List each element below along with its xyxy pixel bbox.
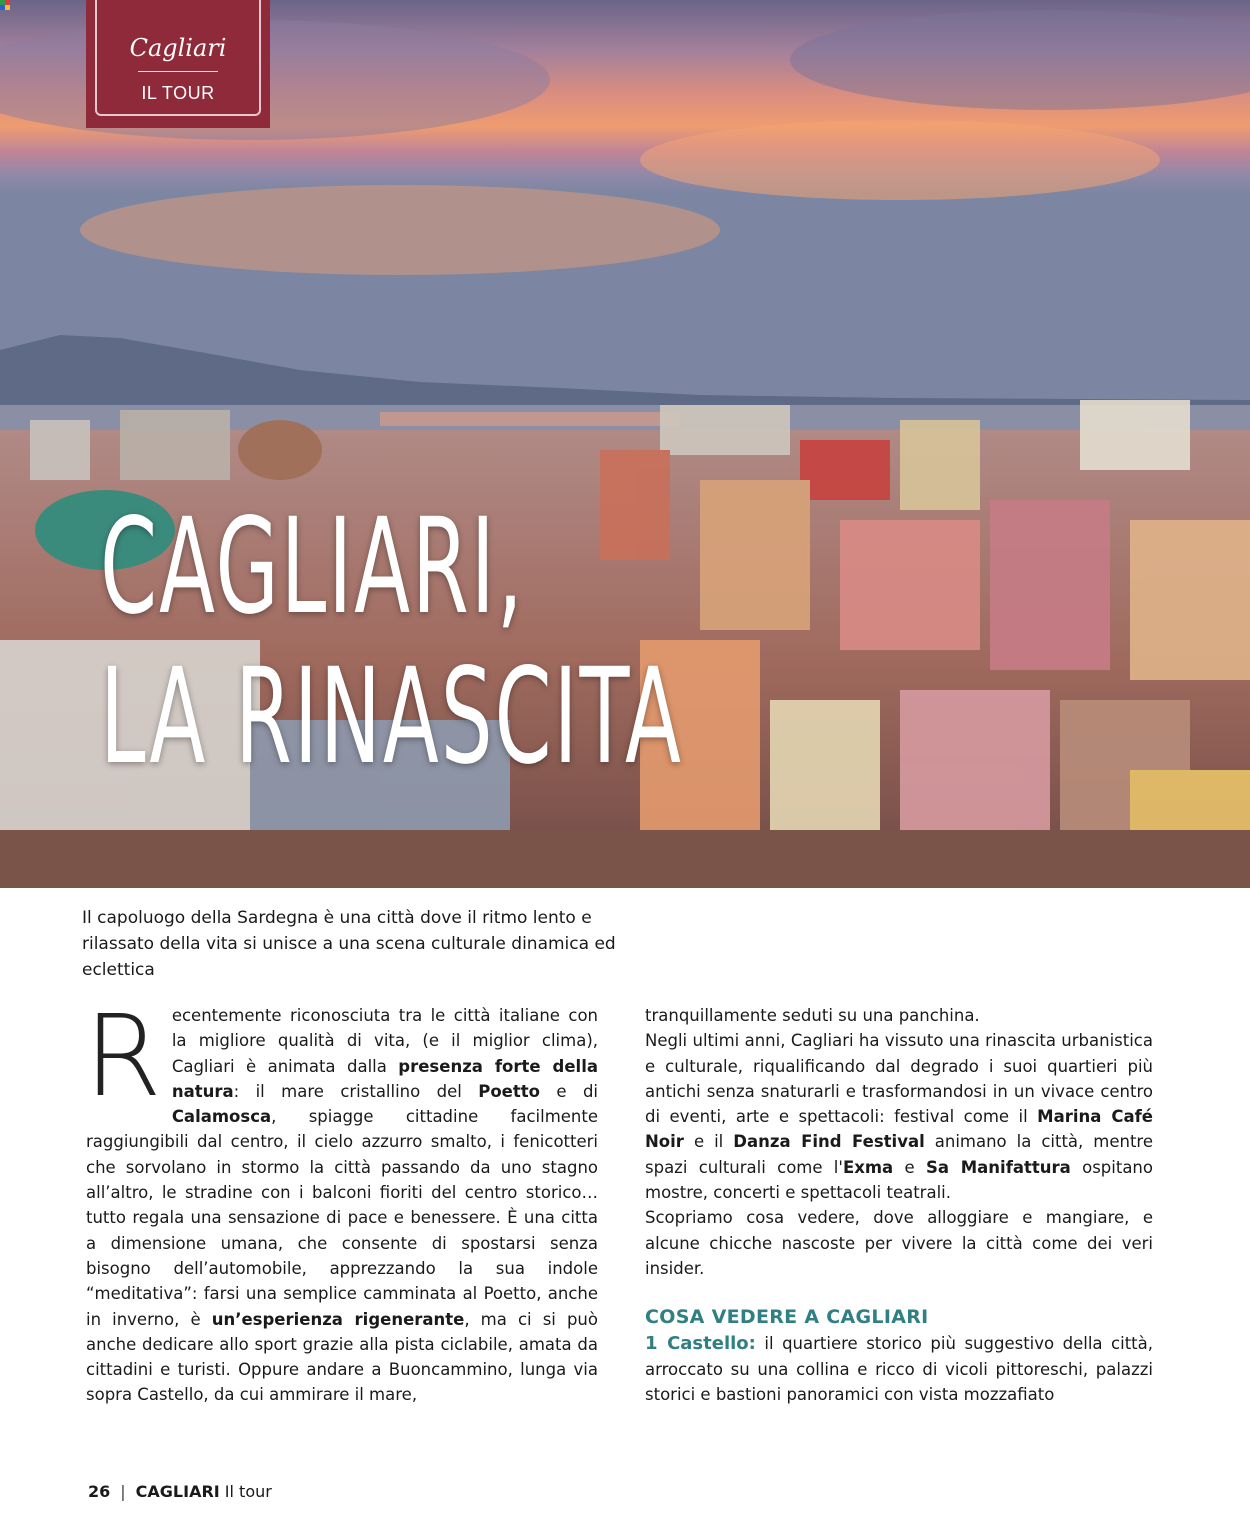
text-run: , ma ci si può anche dedicare allo sport grazie alla pista ciclabile, amata da cittadini e turisti. Oppure andare a Buoncammino, lunga via sopra Castello, da cui ammirare il mare, <box>86 1309 598 1405</box>
text-run: : il mare cristallino del <box>233 1081 479 1101</box>
bold-run: Sa Manifattura <box>925 1157 1071 1177</box>
page-title-line1: CAGLIARI, <box>100 490 525 644</box>
footer-separator: | <box>120 1482 126 1501</box>
bold-run: Poetto <box>478 1081 540 1101</box>
text-run: , spiagge cittadine facilmente raggiungibili dal centro, il cielo azzurro smalto, i fenicotteri che sorvolano in stormo la città passando da uno stagno all’altro, le stradine con i balconi fioriti del centro storico… tutto regala una sensazione di pace e benessere. È una citta a dimensione umana, che consente di spostarsi senza bisogno dell’automobile, apprezzando la sua indole “meditativa”: farsi una semplice camminata al Poetto, anche in inverno, è <box>86 1107 598 1329</box>
section-heading: COSA VEDERE A CAGLIARI <box>645 1306 929 1329</box>
bold-run: Calamosca <box>171 1107 272 1127</box>
color-mark-icon <box>0 0 10 10</box>
bold-run: Exma <box>842 1157 894 1177</box>
page-title-line2: LA RINASCITA <box>100 640 683 794</box>
footer-section: Il tour <box>219 1482 272 1501</box>
drop-cap: R <box>84 992 162 1122</box>
text-run: il quartiere storico più suggestivo della città, arroccato su una collina e ricco di vicoli pittoreschi, palazzi storici e bastioni panoramici con vista mozzafiato <box>645 1334 1154 1404</box>
article-column-right <box>645 1003 1153 1407</box>
page-title <box>100 492 683 792</box>
text-run: ecentemente riconosciuta tra le città italiane con la migliore qualità di vita, (e il miglior clima), Cagliari è animata dalla <box>171 1006 598 1076</box>
bold-run: Danza Find Festival <box>733 1132 925 1152</box>
article-paragraph <box>645 1331 1153 1407</box>
list-item-label: 1 Castello: <box>645 1333 756 1355</box>
text-run: animano la città, mentre spazi culturali come l' <box>645 1132 1153 1177</box>
bold-run: Marina Café Noir <box>645 1107 1153 1152</box>
bold-run: presenza forte della natura <box>171 1056 598 1101</box>
text-run: e il <box>683 1132 734 1152</box>
bold-run: un’esperienza rigenerante <box>211 1309 465 1329</box>
article-paragraph: tranquillamente seduti su una panchina. <box>645 1006 980 1025</box>
article-paragraph <box>84 992 598 1408</box>
section-tag-subtitle: IL TOUR <box>141 83 215 103</box>
article-paragraph <box>645 1028 1153 1205</box>
lead-paragraph: Il capoluogo della Sardegna è una città dove il ritmo lento e rilassato della vita si unisce a una scena culturale dinamica ed eclettica <box>82 908 616 980</box>
section-tag-divider <box>138 71 218 72</box>
article-paragraph: Scopriamo cosa vedere, dove alloggiare e mangiare, e alcune chicche nascoste per vivere la città come dei veri insider. <box>645 1208 1153 1278</box>
page-footer <box>88 1482 272 1501</box>
section-tag-city: Cagliari <box>129 34 227 62</box>
page-number: 26 <box>88 1482 111 1501</box>
footer-brand: CAGLIARI <box>135 1482 220 1501</box>
text-run: Negli ultimi anni, Cagliari ha vissuto una rinascita urbanistica e culturale, riqualificando dal degrado i suoi quartieri più antichi senza snaturarli e trasformandosi in un vivace centro di eventi, arte e spettacoli: festival come il <box>645 1031 1153 1127</box>
section-tag <box>86 0 270 128</box>
article-column-left <box>84 992 598 1408</box>
text-run: e <box>893 1157 926 1177</box>
text-run: ospitano mostre, concerti e spettacoli teatrali. <box>645 1157 1153 1203</box>
text-run: e di <box>539 1081 598 1101</box>
